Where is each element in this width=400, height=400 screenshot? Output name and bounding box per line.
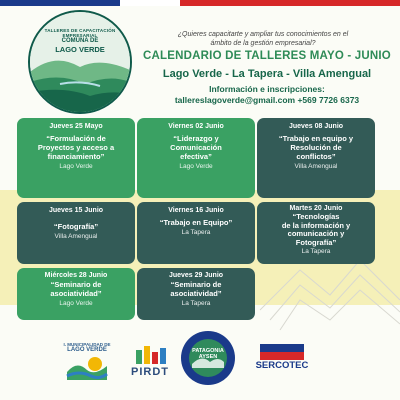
workshop-date: Viernes 02 Junio [168,123,224,130]
workshop-date: Jueves 29 Junio [168,272,224,279]
workshop-place: Lago Verde [179,163,213,170]
workshop-title: “Formulación de Proyectos y acceso a financiamiento” [37,134,115,161]
workshop-date: Jueves 15 Junio [48,207,104,214]
page-title: CALENDARIO DE TALLERES MAYO - JUNIO [143,50,391,62]
header-question: ¿Quieres capacitarte y ampliar tus conocimientos en el ámbito de la gestión empresarial? [177,31,349,47]
workshop-place: La Tapera [181,229,211,236]
workshop-title: “Seminario de asociatividad” [50,280,102,298]
workshop-place: Lago Verde [59,300,93,307]
pirdt-emblem-icon [130,344,170,366]
workshop-card [17,202,135,264]
sercotec-flag-icon [260,344,304,360]
workshop-date: Jueves 08 Junio [288,123,344,130]
workshop-card [137,268,255,320]
workshop-card [137,202,255,264]
flag-red-segment [180,0,400,6]
workshop-card [257,202,375,264]
workshop-title: “Trabajo en equipo y Resolución de conflictos” [278,134,354,161]
contact-label: Información e inscripciones: [209,84,325,94]
gore-aysen-logo [180,330,236,386]
workshop-title: “Tecnologías de la información y comunicación y Fotografía” [281,212,351,247]
logo-sub-text: COMUNA DE [61,38,99,44]
workshop-date: Jueves 25 Mayo [49,123,103,130]
workshop-title: “Fotografía” [53,222,99,231]
pirdt-label: PIRDT [131,366,169,378]
workshop-card [17,268,135,320]
logo-name-text: LAGO VERDE [55,45,105,54]
flag-bar [0,0,400,6]
lake-wave-icon [65,354,109,380]
flag-white-segment [120,0,180,6]
workshop-place: Villa Amengual [54,233,98,240]
flag-blue-segment [0,0,120,6]
sercotec-label: SERCOTEC [255,360,309,371]
workshop-title: “Trabajo en Equipo” [159,218,233,227]
landscape-icon [30,12,130,112]
header-places: Lago Verde - La Tapera - Villa Amengual [162,68,372,80]
workshop-place: Lago Verde [59,163,93,170]
workshop-place: La Tapera [301,248,331,255]
comuna-logo [28,10,132,114]
workshop-title: “Seminario de asociatividad” [170,280,222,298]
pirdt-logo [120,344,180,378]
workshop-date: Miércoles 28 Junio [44,272,108,279]
workshop-card [137,118,255,198]
workshop-place: La Tapera [181,300,211,307]
sercotec-logo [252,344,312,371]
municipality-label: I. MUNICIPALIDAD DE [63,342,111,347]
municipality-name: LAGO VERDE [67,347,107,353]
gore-center-text: PATAGONIA AYSEN [192,348,224,360]
workshop-card [17,118,135,198]
workshop-date: Viernes 16 Junio [168,207,224,214]
municipality-logo [52,342,122,380]
workshop-place: Villa Amengual [294,163,338,170]
workshop-date: Martes 20 Junio [289,205,343,212]
workshop-title: “Liderazgo y Comunicación efectiva” [170,134,222,161]
contact-info [136,84,398,106]
workshop-card [257,118,375,198]
contact-details: tallereslagoverde@gmail.com +569 7726 6373 [174,95,360,105]
logo-ring-text: TALLERES DE CAPACITACIÓN EMPRESARIAL [44,28,116,38]
